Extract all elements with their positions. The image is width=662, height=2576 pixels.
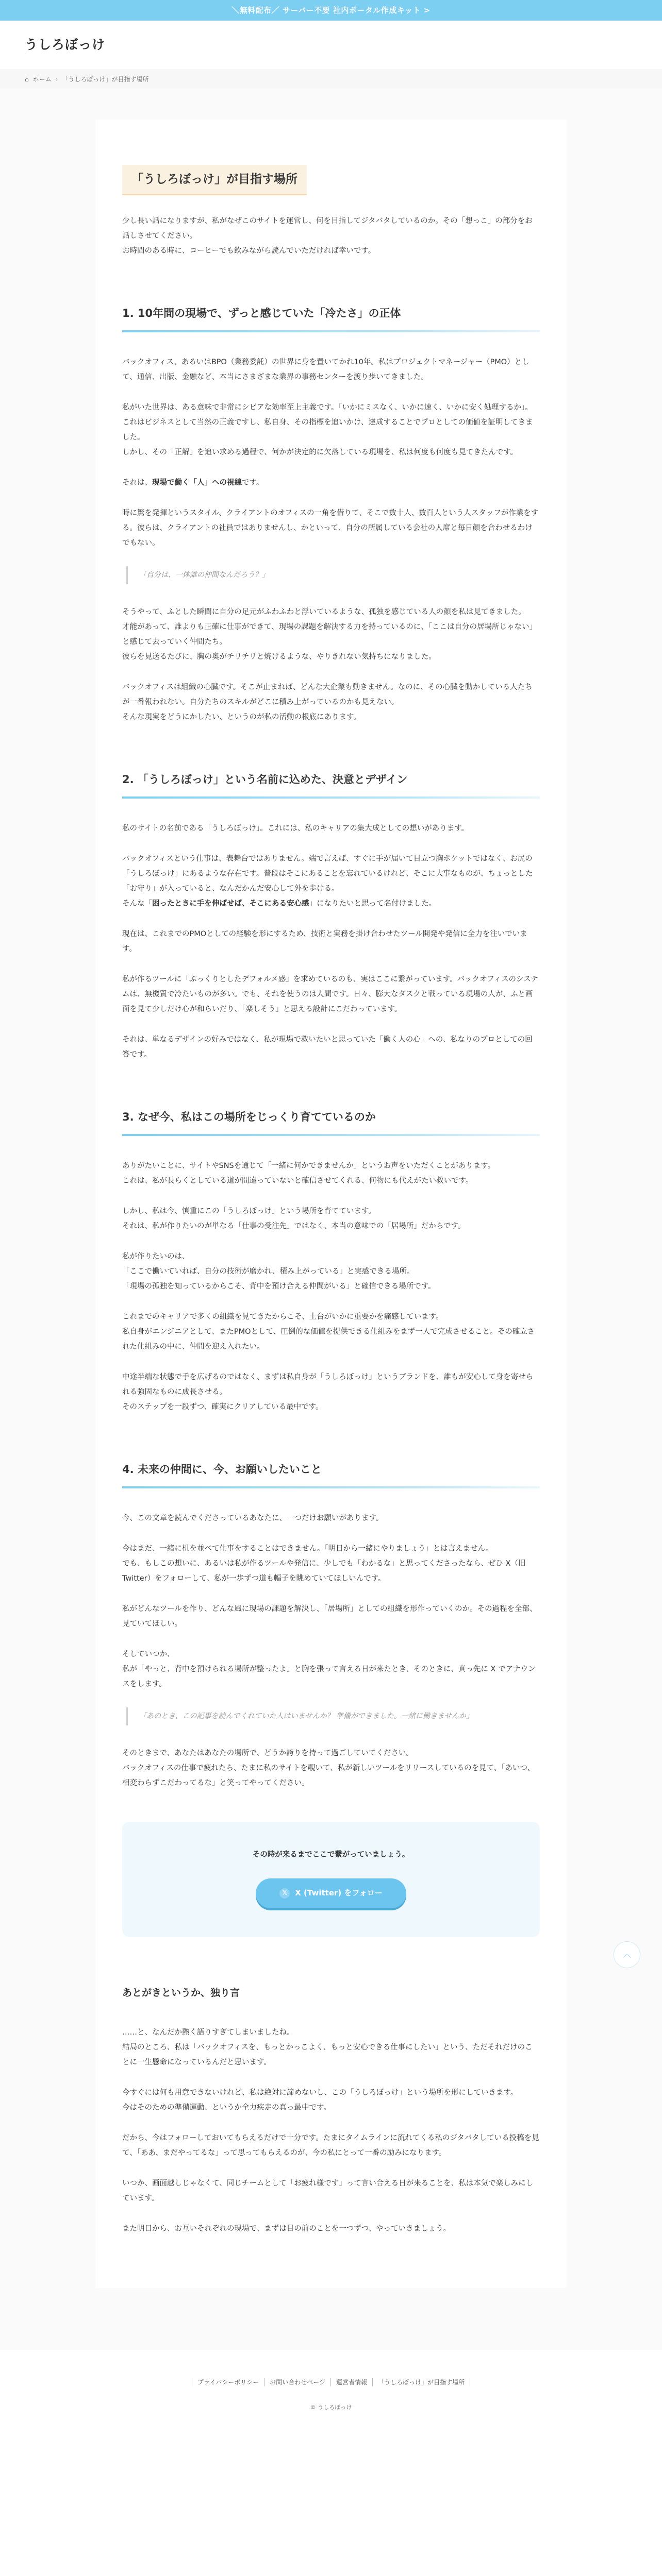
text-line: これまでのキャリアで多くの組織を見てきたからこそ、土台がいかに重要かを痛感しています。 [122,1312,443,1321]
blockquote: 「あのとき、この記事を読んでくれていた人はいませんか？ 準備ができました。一緒に働きませんか」 [126,1707,540,1725]
paragraph: 現在は、これまでのPMOとしての経験を形にするため、技術と実務を掛け合わせたツール開発や発信に全力を注いでいます。 [122,930,527,954]
text-line: しかし、私は今、慎重にこの「うしろぼっけ」という場所を育てています。 [122,1207,376,1215]
text-line: 結局のところ、私は「バックオフィスを、もっとかっこよく、もっと安心できる仕事にしたい」という、ただそれだけのことに一生懸命になっているんだと思います。 [122,2043,533,2066]
home-icon[interactable]: ⌂ [25,76,29,83]
text-line: そんな現実をどうにかしたい、というのが私の活動の根底にあります。 [122,713,361,722]
intro-paragraph [122,214,540,259]
paragraph: 私がどんなツールを作り、どんな風に現場の課題を解決し、「居場所」としての組織を形作っていくのか。その過程を全部、見ていてほしい。 [122,1604,537,1628]
paragraph: 私が作るツールに「ぷっくりとしたデフォルメ感」を求めているのも、実はここに繋がっています。バックオフィスのシステムは、無機質で冷たいものが多い。でも、それを使うのは人間です。日々、膨大なタスクと戦っている現場の人が、ふと画面を見て少しだけ心が和らいだり、「楽しそう」と思える設計にこだわっています。 [122,975,538,1014]
section-heading: 3. なぜ今、私はこの場所をじっくり育てているのか [122,1103,540,1136]
paragraph: また明日から、お互いそれぞれの現場で、まずは目の前のことを一つずつ、やっていきましょう。 [122,2224,451,2233]
footer-link-privacy[interactable]: プライバシーポリシー [192,2378,264,2386]
paragraph [122,605,540,665]
section-heading: 4. 未来の仲間に、今、お願いしたいこと [122,1455,540,1488]
paragraph [122,400,540,460]
text-line: 「現場の孤独を知っているからこそ、背中を預け合える仲間がいる」と確信できる場所です。 [122,1282,436,1291]
text-line: バックオフィスという仕事は、表舞台ではありません。端で言えば、すぐに手が届いて目立つ胸ポケットではなく、お尻の「うしろぼっけ」にあるような存在です。普段はそこにあることを忘れているけれど、そこに大事なものが、ちょっとした「お守り」が入っていると、なんだかんだ安心して外を歩ける。 [122,855,533,893]
breadcrumb-home[interactable]: ホーム [32,76,52,83]
paragraph: だから、今はフォローしておいてもらえるだけで十分です。たまにタイムラインに流れてくる私のジタバタしている投稿を見て、「ああ、まだやってるな」って思ってもらえるのが、今の私にとって一番の励みになります。 [122,2133,539,2157]
text-line: 今はまだ、一緒に机を並べて仕事をすることはできません。「明日から一緒にやりましょう」とは言えません。 [122,1544,493,1553]
paragraph [122,1159,540,1189]
paragraph [122,476,540,490]
paragraph [122,1204,540,1234]
section-heading: 2. 「うしろぼっけ」という名前に込めた、決意とデザイン [122,765,540,799]
site-footer [0,2350,662,2434]
paragraph [122,1647,540,1692]
paragraph [122,1746,540,1791]
text-line: 今すぐには何も用意できないけれど、私は絶対に諦めないし、この「うしろぼっけ」という場所を形にしていきます。 [122,2088,518,2097]
footer-links [192,2378,470,2386]
paragraph [122,1310,540,1354]
scroll-to-top-button[interactable] [614,1941,640,1968]
text-line: しかし、その「正解」を追い求める過程で、何かが決定的に欠落している現場を、私は何度も何度も見てきたんです。 [122,448,518,456]
text-line: 中途半端な状態で手を広げるのではなく、まずは私自身が「うしろぼっけ」というブランドを、誰もが安心して身を寄せられる強固なものに成長させる。 [122,1372,534,1396]
breadcrumb-current: 「うしろぼっけ」が目指す場所 [62,76,149,83]
footer-link-contact[interactable]: お問い合わせページ [264,2378,330,2386]
paragraph: 今、この文章を読んでくださっているあなたに、一つだけお願いがあります。 [122,1514,384,1522]
paragraph [122,680,540,725]
paragraph: 私のサイトの名前である「うしろぼっけ」。これには、私のキャリアの集大成としての想いがあります。 [122,824,469,833]
follow-x-button-label: X (Twitter) をフォロー [295,1888,383,1898]
text-line: 私がいた世界は、ある意味で非常にシビアな効率至上主義です。「いかにミスなく、いかに速く、いかに安く処理するか」。これはビジネスとして当然の正義ですし、私自身、その指標を追いかけ、達成することでプロとしての価値を証明してきました。 [122,403,533,442]
emphasis-text: 現場で働く「人」への視線 [152,478,242,487]
text-span: それは、 [122,478,152,487]
intro-line: お時間のある時に、コーヒーでも飲みながら読んでいただければ幸いです。 [122,246,376,255]
text-line: ……と、なんだか熱く語りすぎてしまいましたね。 [122,2028,294,2037]
footer-link-about[interactable]: 「うしろぼっけ」が目指す場所 [372,2378,470,2386]
text-line: バックオフィスの仕事で疲れたら、たまに私のサイトを覗いて、私が新しいツールをリリースしているのを見て、「あいつ、相変わらずこだわってるな」と笑ってやってください。 [122,1764,535,1788]
paragraph: それは、単なるデザインの好みではなく、私が現場で救いたいと思っていた「働く人の心」への、私なりのプロとしての回答です。 [122,1036,533,1059]
text-line: 私自身がエンジニアとして、またPMOとして、圧倒的な価値を提供できる仕組みをまず一人で完成させること。その確立された仕組みの中に、仲間を迎え入れたい。 [122,1327,535,1351]
text-line: そしていつか、 [122,1650,175,1658]
cta-text: その時が来るまでここで繋がっていましょう。 [252,1851,410,1859]
text-line: バックオフィスは組織の心臓です。そこが止まれば、どんな大企業も動きません。なのに、その心臓を動かしている人たちが一番報われない。自分たちのスキルがどこに積み上がっているのかも見えない。 [122,683,533,707]
text-span: そんな「 [122,900,152,908]
intro-line: 少し長い話になりますが、私がなぜこのサイトを運営し、何を目指してジタバタしているのか。その「想っこ」の部分をお話しさせてください。 [122,216,533,240]
paragraph [122,1370,540,1415]
emphasis-text: 困ったときに手を伸ばせば、そこにある安心感 [152,900,309,908]
text-line: 「ここで働いていれば、自分の技術が磨かれ、積み上がっている」と実感できる場所。 [122,1267,415,1276]
article [95,120,567,2288]
paragraph [122,1541,540,1586]
text-line: そのときまで、あなたはあなたの場所で、どうか誇りを持って過ごしていてください。 [122,1749,413,1758]
site-title[interactable]: うしろぼっけ [25,37,106,53]
text-line: 私が作りたいのは、 [122,1252,190,1261]
text-line: そのステップを一段ずつ、確実にクリアしている最中です。 [122,1402,323,1411]
paragraph: 時に驚を発揮というスタイル、クライアントのオフィスの一角を借りて、そこで数十人、数百人という人スタッフが作業をする。彼らは、クライアントの社員ではありませんし、かといって、自分の所属している会社の人席と毎日顔を合わせるわけでもない。 [122,509,539,547]
site-header [0,21,662,70]
text-line: 才能があって、誰よりも正確に仕事ができて、現場の課題を解決する力を持っているのに、「ここは自分の居場所じゃない」と感じて去っていく仲間たち。 [122,623,537,647]
blockquote: 「自分は、一体誰の仲間なんだろう？」 [126,566,540,584]
follow-cta-box [122,1822,540,1937]
text-line: ありがたいことに、サイトやSNSを通じて「一緒に何かできませんか」というお声をいただくことがあります。 [122,1161,495,1170]
section-heading: 1. 10年間の現場で、ずっと感じていた「冷たさ」の正体 [122,299,540,332]
paragraph [122,2025,540,2070]
text-line: 私が「やっと、背中を預けられる場所が整ったよ」と胸を張って言える日が来たとき、そのときに、真っ先に X でアナウンスをします。 [122,1665,536,1688]
afterword-heading: あとがきというか、独り言 [122,1987,240,1998]
page-body [0,89,662,2350]
paragraph [122,2086,540,2115]
promo-banner-text[interactable]: ＼無料配布／ サーバー不要 社内ポータル作成キット > [231,6,431,15]
paragraph [122,852,540,911]
text-line: 今はそのための準備運動、というか全力疾走の真っ最中です。 [122,2103,331,2112]
text-line: 彼らを見送るたびに、胸の奥がチリチリと焼けるような、やりきれない気持ちになりました。 [122,653,436,662]
paragraph: いつか、画面越しじゃなくて、同じチームとして「お疲れ様です」って言い合える日が来ることを、私は本気で楽しみにしています。 [122,2179,534,2202]
copyright: © うしろぼっけ [310,2404,352,2411]
footer-link-operator[interactable]: 運営者情報 [330,2378,372,2386]
text-line: それは、私が作りたいのが単なる「仕事の受注先」ではなく、本当の意味での「居場所」だからです。 [122,1222,466,1230]
promo-banner[interactable] [0,0,662,21]
x-logo-icon: 𝕏 [279,1888,290,1899]
text-span: です。 [242,478,264,487]
follow-x-button[interactable] [256,1878,406,1908]
text-line: そうやって、ふとした瞬間に自分の足元がふわふわと浮いているような、孤独を感じている人の顔を私は見てきました。 [122,608,526,617]
page-title: 「うしろぼっけ」が目指す場所 [122,165,307,195]
text-line: これは、私が長らくとしている道が間違っていないと確信させてくれる、何物にも代えがたい救いです。 [122,1176,473,1185]
text-span: 」になりたいと思って名付けました。 [309,900,436,908]
chevron-right-icon: › [55,76,58,83]
breadcrumb [0,70,662,89]
paragraph: バックオフィス、あるいはBPO（業務委託）の世界に身を置いてかれ10年。私はプロジェクトマネージャー（PMO）として、通信、出版、金融など、本当にさまざまな業界の事務センターを渡り歩いてきました。 [122,358,529,381]
text-line: でも、もしこの想いに、あるいは私が作るツールや発信に、少しでも「わかるな」と思ってくださったなら、ぜひ X（旧Twitter）をフォローして、私が一歩ずつ道も幅子を眺めていてほしいんです。 [122,1559,526,1583]
paragraph [122,1249,540,1294]
chevron-up-icon: ︿ [622,1949,632,1960]
